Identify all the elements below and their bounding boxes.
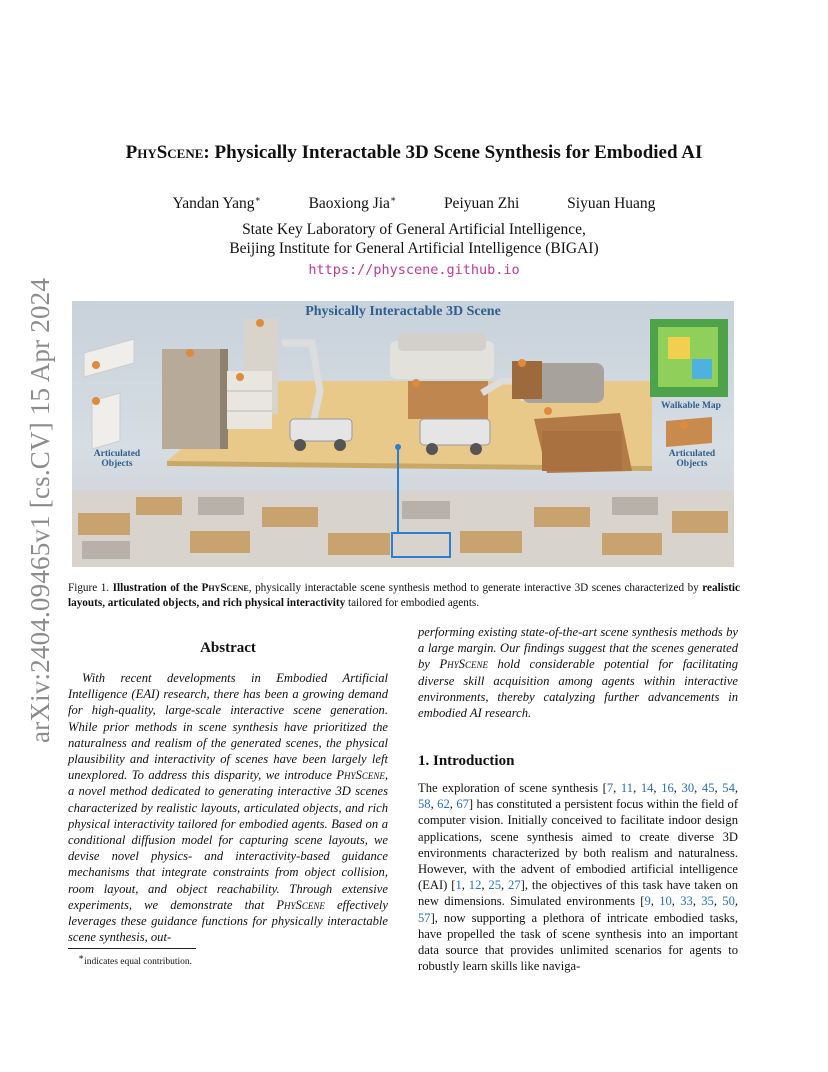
- citation-link[interactable]: 7: [606, 781, 614, 795]
- figure-1-image: [72, 301, 734, 567]
- author: Yandan Yang∗: [172, 194, 261, 213]
- abstract-heading: Abstract: [200, 640, 256, 656]
- author: Siyuan Huang: [567, 195, 656, 213]
- citation-link[interactable]: 25: [488, 878, 501, 893]
- citation-link[interactable]: 9: [644, 894, 651, 909]
- author: Peiyuan Zhi: [443, 195, 520, 213]
- label-articulated-objects-right: Articulated Objects: [668, 449, 716, 469]
- citation-link[interactable]: 58: [418, 797, 431, 812]
- abstract-continuation: performing existing state-of-the-art scene synthesis methods by a large margin. Our findings suggest that the scenes generated by PhyScene hold considerable potential for facilitating diverse skill acquisition among agents within interactive environments, thereby catalyzing further advancements in embodied AI research.: [418, 625, 738, 721]
- abstract-text: With recent developments in Embodied Artificial Intelligence (EAI) research, there has been a growing demand for high-quality, large-scale interactive scene generation. While prior methods in scene synthesis have prioritized the naturalness and realism of the generated scenes, the physical plausibility and interactivity of scenes have been largely left unexplored. To address this disparity, we introduce PhyScene, a novel method dedicated to generating interactive 3D scenes characterized by realistic layouts, articulated objects, and rich physical interactivity tailored for embodied agents. Based on a conditional diffusion model for capturing scene layouts, we devise novel physics- and interactivity-based guidance mechanisms that integrate constraints from object collision, room layout, and object reachability. Through extensive experiments, we demonstrate that PhyScene effectively leverages these guidance functions for physically interactable scene synthesis, out-: [68, 671, 389, 945]
- affiliation: [0, 220, 828, 258]
- wardrobe: [162, 349, 220, 449]
- citation-link[interactable]: 10: [659, 894, 672, 909]
- citation-link[interactable]: 62: [437, 797, 450, 812]
- title-rest: : Physically Interactable 3D Scene Synthesis for Embodied AI: [203, 142, 703, 163]
- side-drawer: [666, 417, 712, 447]
- footnote: ∗indicates equal contribution.: [78, 952, 193, 968]
- author-list: [0, 194, 828, 213]
- citation-link[interactable]: 54: [722, 781, 735, 795]
- author: Baoxiong Jia∗: [308, 194, 397, 213]
- project-url-link[interactable]: https://physcene.github.io: [308, 262, 520, 278]
- label-articulated-objects-left: Articulated Objects: [93, 449, 141, 469]
- mobile-robot: [290, 419, 352, 441]
- coffee-table: [408, 381, 488, 419]
- citation-link[interactable]: 67: [456, 797, 469, 812]
- citation-link[interactable]: 50: [722, 894, 735, 909]
- mobile-robot: [420, 419, 490, 445]
- scene-illustration: [72, 301, 734, 567]
- footnote-rule: [68, 948, 196, 949]
- affiliation-line: Beijing Institute for General Artificial Intelligence (BIGAI): [229, 240, 599, 257]
- citation-link[interactable]: 14: [640, 781, 654, 795]
- citation-link[interactable]: 35: [701, 894, 714, 909]
- figure-inner-title: Physically Interactable 3D Scene: [305, 304, 501, 319]
- citation-link[interactable]: 12: [468, 878, 482, 893]
- affiliation-line: State Key Laboratory of General Artificial Intelligence,: [242, 221, 586, 238]
- citation-link[interactable]: 27: [508, 878, 521, 893]
- section-heading-introduction: 1. Introduction: [418, 753, 515, 769]
- wall-cabinet: [84, 339, 134, 377]
- citation-link[interactable]: 45: [701, 781, 715, 795]
- paper-title: [0, 142, 828, 164]
- arxiv-stamp: arXiv:2404.09465v1 [cs.CV] 15 Apr 2024: [25, 277, 55, 743]
- title-system-name: PhyScene: [125, 142, 204, 163]
- citation-link[interactable]: 30: [681, 781, 695, 795]
- citation-link[interactable]: 16: [661, 781, 674, 795]
- label-walkable-map: Walkable Map: [661, 401, 721, 411]
- figure-caption: Figure 1. Illustration of the PhyScene, physically interactable scene synthesis method to generate interactive 3D scenes characterized by realistic layouts, articulated objects, and rich physical interactivity tailored for embodied agents.: [68, 582, 740, 609]
- introduction-text: The exploration of scene synthesis [7, 11, 14, 16, 30, 45, 54, 58, 62, 67] has constituted a persistent focus within the field of computer vision. Initially conceived to facilitate indoor design applications, scene synthesis aimed to create diverse 3D environments characterized by both realism and naturalness. However, with the advent of embodied artificial intelligence (EAI) [1, 12, 25, 27], the objectives of this task have taken on new dimensions. Simulated environments [9, 10, 33, 35, 50, 57], now supporting a plethora of intricate embodied tasks, have propelled the task of scene synthesis into an important data source that provides unlimited scenarios for agents to robustly learn skills like naviga-: [418, 781, 739, 974]
- bookshelf: [227, 371, 272, 429]
- citation-link[interactable]: 33: [680, 894, 693, 909]
- citation-link[interactable]: 1: [455, 878, 462, 893]
- citation-link[interactable]: 11: [620, 781, 634, 795]
- citation-link[interactable]: 57: [418, 910, 431, 925]
